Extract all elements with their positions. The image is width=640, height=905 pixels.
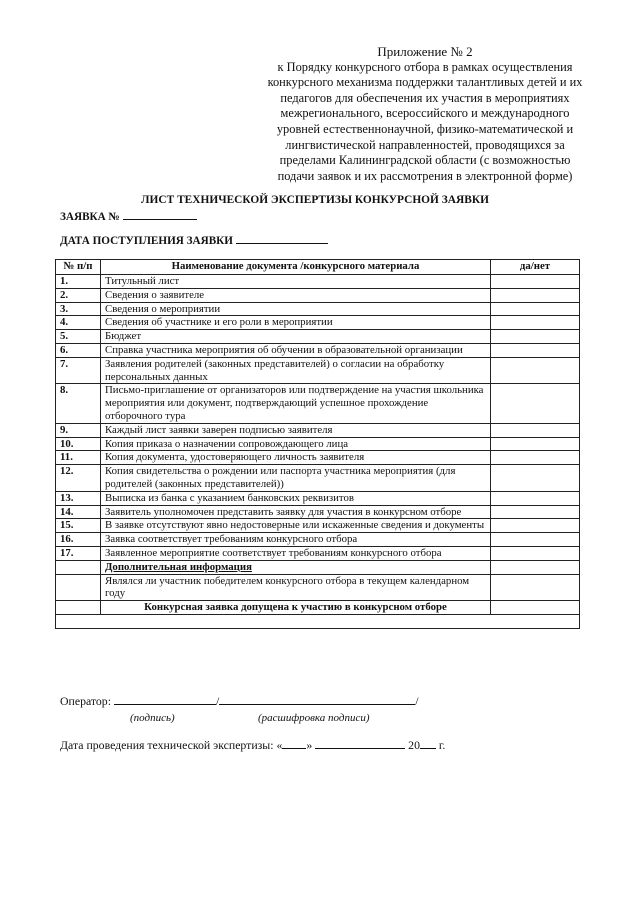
row-number: 17. [56, 546, 101, 560]
yes-no-cell[interactable] [491, 357, 580, 384]
exam-date-line [60, 738, 445, 753]
appendix-line: уровней естественнонаучной, физико-математической и [276, 121, 574, 136]
receipt-date-field [60, 233, 328, 247]
header-document: Наименование документа /конкурсного материала [101, 260, 491, 275]
checklist-table [55, 259, 580, 629]
yes-no-cell[interactable] [491, 437, 580, 451]
yes-no-cell[interactable] [491, 343, 580, 357]
row-number: 3. [56, 302, 101, 316]
row-text: Заявитель уполномочен представить заявку для участия в конкурсном отборе [101, 505, 491, 519]
row-text: Сведения о заявителе [101, 288, 491, 302]
table-row [56, 330, 580, 344]
yes-no-cell[interactable] [491, 491, 580, 505]
yes-no-cell[interactable] [491, 546, 580, 560]
admitted-text: Конкурсная заявка допущена к участию в конкурсном отборе [101, 601, 491, 615]
exam-date-label: Дата проведения технической экспертизы: « [60, 738, 283, 752]
application-number-blank[interactable] [123, 209, 197, 220]
table-row [56, 384, 580, 423]
row-number: 16. [56, 533, 101, 547]
extra-question-row [56, 574, 580, 601]
appendix-line: пределами Калининградской области (с возможностью [279, 153, 571, 168]
header-number: № п/п [56, 260, 101, 275]
header-yes-no: да/нет [491, 260, 580, 275]
yes-no-cell[interactable] [491, 384, 580, 423]
admitted-row [56, 601, 580, 615]
row-number: 8. [56, 384, 101, 423]
yes-no-cell[interactable] [491, 601, 580, 615]
row-text: Письмо-приглашение от организаторов или подтверждение на участия школьника мероприятия или документ, подтверждающий успешное прохождение отборочного тура [101, 384, 491, 423]
yes-no-cell[interactable] [491, 423, 580, 437]
table-row [56, 357, 580, 384]
table-row [56, 519, 580, 533]
row-text: Копия документа, удостоверяющего личность заявителя [101, 451, 491, 465]
table-row [56, 465, 580, 492]
row-text: Заявленное мероприятие соответствует требованиям конкурсного отбора [101, 546, 491, 560]
table-row [56, 288, 580, 302]
row-number: 10. [56, 437, 101, 451]
receipt-date-label: ДАТА ПОСТУПЛЕНИЯ ЗАЯВКИ [60, 235, 233, 247]
row-text: Заявка соответствует требованиям конкурсного отбора [101, 533, 491, 547]
appendix-line: к Порядку конкурсного отбора в рамках осуществления [277, 59, 573, 74]
row-text: В заявке отсутствуют явно недостоверные или искаженные сведения и документы [101, 519, 491, 533]
empty-final-row [56, 614, 580, 628]
signature-caption: (подпись) [130, 712, 175, 724]
table-row [56, 302, 580, 316]
appendix-header [240, 44, 610, 184]
table-row [56, 423, 580, 437]
row-text: Копия приказа о назначении сопровождающего лица [101, 437, 491, 451]
row-number: 4. [56, 316, 101, 330]
yes-no-cell[interactable] [491, 465, 580, 492]
year-suffix: г. [438, 738, 446, 752]
table-row [56, 546, 580, 560]
table-row [56, 343, 580, 357]
table-row [56, 437, 580, 451]
row-number: 5. [56, 330, 101, 344]
application-number-label: ЗАЯВКА № [60, 211, 120, 223]
yes-no-cell[interactable] [491, 451, 580, 465]
row-number: 12. [56, 465, 101, 492]
row-text: Титульный лист [101, 275, 491, 289]
row-text: Сведения о мероприятии [101, 302, 491, 316]
table-row [56, 491, 580, 505]
yes-no-cell[interactable] [491, 519, 580, 533]
row-number: 9. [56, 423, 101, 437]
month-blank[interactable] [315, 738, 405, 749]
row-text: Бюджет [101, 330, 491, 344]
signature-blank[interactable] [114, 694, 216, 705]
extra-info-header-row [56, 560, 580, 574]
yes-no-cell[interactable] [491, 505, 580, 519]
appendix-line: подачи заявок и их рассмотрения в электронной форме) [277, 168, 573, 183]
row-number: 11. [56, 451, 101, 465]
row-text: Заявления родителей (законных представителей) о согласии на обработку персональных данных [101, 357, 491, 384]
empty-number-cell [56, 601, 101, 615]
signature-decoding-blank[interactable] [219, 694, 415, 705]
row-text: Каждый лист заявки заверен подписью заявителя [101, 423, 491, 437]
table-row [56, 316, 580, 330]
table-row [56, 505, 580, 519]
empty-final-cell [56, 614, 580, 628]
quote-close: » [306, 738, 313, 752]
row-number: 15. [56, 519, 101, 533]
empty-number-cell [56, 574, 101, 601]
document-title: ЛИСТ ТЕХНИЧЕСКОЙ ЭКСПЕРТИЗЫ КОНКУРСНОЙ ЗАЯВКИ [141, 194, 489, 206]
yes-no-cell[interactable] [491, 533, 580, 547]
signature-decoding-caption: (расшифровка подписи) [258, 712, 370, 724]
row-number: 6. [56, 343, 101, 357]
table-row [56, 451, 580, 465]
appendix-title: Приложение № 2 [377, 44, 473, 59]
row-text: Выписка из банка с указанием банковских реквизитов [101, 491, 491, 505]
year-blank[interactable] [420, 738, 436, 749]
row-number: 14. [56, 505, 101, 519]
appendix-line: межрегионального, всероссийского и международного [280, 106, 570, 121]
row-text: Сведения об участнике и его роли в мероприятии [101, 316, 491, 330]
yes-no-cell[interactable] [491, 275, 580, 289]
yes-no-cell[interactable] [491, 288, 580, 302]
day-blank[interactable] [282, 738, 306, 749]
empty-number-cell [56, 560, 101, 574]
row-number: 13. [56, 491, 101, 505]
appendix-line: педагогов для обеспечения их участия в мероприятиях [280, 90, 570, 105]
operator-label: Оператор: [60, 694, 111, 708]
yes-no-cell[interactable] [491, 302, 580, 316]
row-text: Копия свидетельства о рождении или паспорта участника мероприятия (для родителей (законных представителей)) [101, 465, 491, 492]
yes-no-cell[interactable] [491, 574, 580, 601]
table-row [56, 275, 580, 289]
table-header-row [56, 260, 580, 275]
extra-info-title: Дополнительная информация [101, 560, 491, 574]
yes-no-cell[interactable] [491, 560, 580, 574]
receipt-date-blank[interactable] [236, 233, 328, 244]
operator-line: Оператор: / / [60, 694, 419, 708]
yes-no-cell[interactable] [491, 316, 580, 330]
year-prefix: 20 [408, 738, 420, 752]
appendix-line: лингвистической направленностей, проводящихся за [285, 137, 565, 152]
row-number: 2. [56, 288, 101, 302]
appendix-line: конкурсного механизма поддержки талантливых детей и их [267, 75, 583, 90]
table-row [56, 533, 580, 547]
row-text: Справка участника мероприятия об обучении в образовательной организации [101, 343, 491, 357]
row-number: 7. [56, 357, 101, 384]
yes-no-cell[interactable] [491, 330, 580, 344]
row-number: 1. [56, 275, 101, 289]
extra-question-text: Являлся ли участник победителем конкурсного отбора в текущем календарном году [101, 574, 491, 601]
application-number-field [60, 209, 197, 223]
